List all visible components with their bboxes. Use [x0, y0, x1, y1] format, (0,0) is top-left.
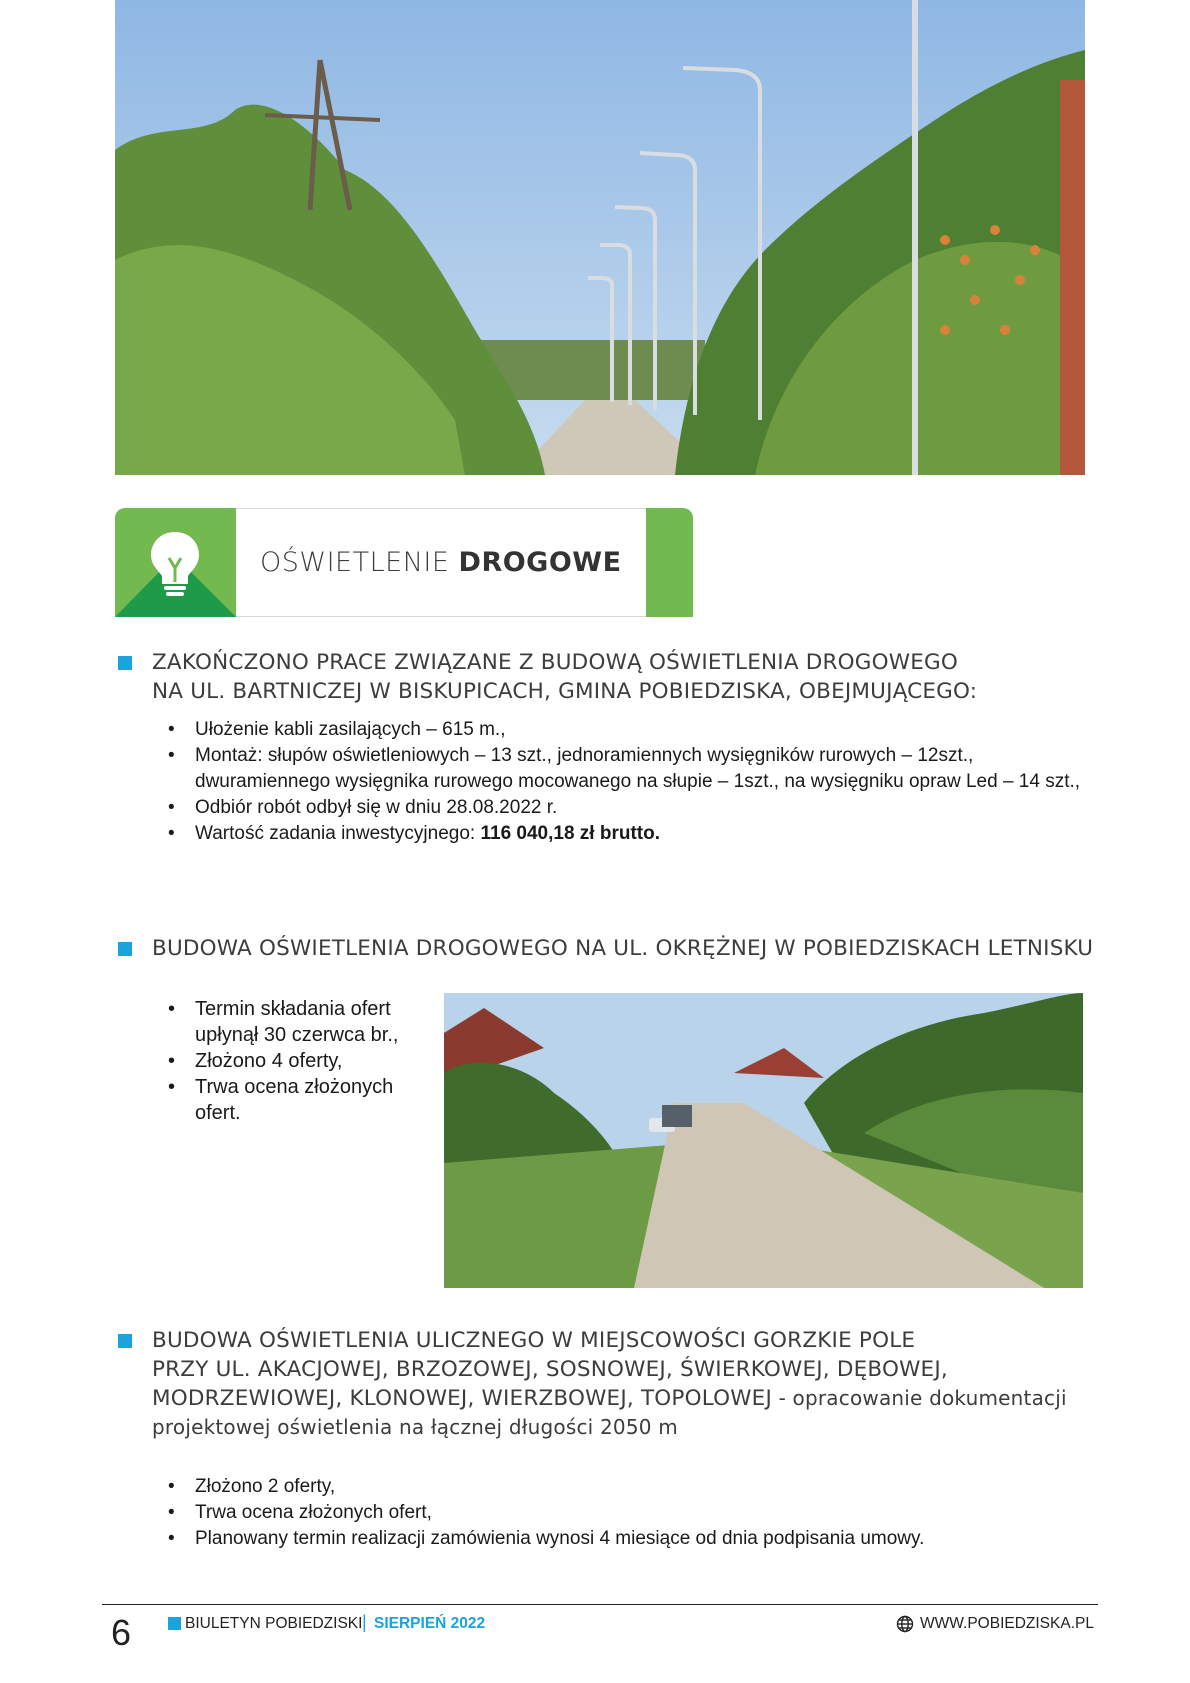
top-photo-street-lights [115, 0, 1085, 475]
header-right-cap [646, 508, 693, 617]
section3-list [168, 1474, 1083, 1552]
section2-bullet [118, 942, 132, 956]
section1-list [168, 717, 1083, 847]
list-item: • Trwa ocena złożonych ofert, [168, 1500, 1083, 1526]
section2-heading: BUDOWA OŚWIETLENIA DROGOWEGO NA UL. OKRĘŻNEJ W POBIEDZISKACH LETNISKU [152, 936, 1094, 961]
list-item-value: • Wartość zadania inwestycyjnego: 116 040,18 zł brutto. [168, 821, 1083, 847]
footer-issue: SIERPIEŃ 2022 [374, 1615, 486, 1632]
list-item: • Montaż: słupów oświetleniowych – 13 szt., jednoramiennych wysięgników rurowych – 12szt., dwuramiennego wysięgnika rurowego mocowanego na słupie – 1szt., na wysięgniku opraw Led – 14 szt., [168, 743, 1083, 795]
globe-icon [896, 1615, 914, 1633]
footer-accent-square [168, 1617, 181, 1630]
list-item: • Trwa ocena złożonych ofert. [168, 1074, 418, 1126]
section1-bullet [118, 656, 132, 670]
page-number: 6 [111, 1612, 132, 1653]
footer-separator: | [362, 1612, 367, 1632]
header-icon-box [115, 508, 236, 617]
section2-list [168, 996, 418, 1126]
section-header [115, 508, 693, 617]
footer-divider [102, 1604, 1098, 1605]
list-item: • Planowany termin realizacji zamówienia wynosi 4 miesiące od dnia podpisania umowy. [168, 1526, 1083, 1552]
list-item: • Ułożenie kabli zasilających – 615 m., [168, 717, 1083, 743]
section3-bullet [118, 1334, 132, 1348]
header-title-box [236, 508, 647, 617]
website-link[interactable]: WWW.POBIEDZISKA.PL [920, 1615, 1094, 1632]
road-photo [444, 993, 1083, 1288]
footer-publication: BIULETYN POBIEDZISKI [185, 1615, 363, 1632]
list-item: • Odbiór robót odbył się w dniu 28.08.2022 r. [168, 795, 1083, 821]
section3-heading: BUDOWA OŚWIETLENIA ULICZNEGO W MIEJSCOWOŚCI GORZKIE POLE PRZY UL. AKACJOWEJ, BRZOZOWEJ, SOSNOWEJ, ŚWIERKOWEJ, DĘBOWEJ, MODRZEWIOWEJ, KLONOWEJ, WIERZBOWEJ, TOPOLOWEJ - opracowanie dokumentacji projektowej oświetlenia na łącznej długości 2050 m [152, 1328, 1067, 1439]
section1-heading: ZAKOŃCZONO PRACE ZWIĄZANE Z BUDOWĄ OŚWIETLENIA DROGOWEGO NA UL. BARTNICZEJ W BISKUPICACH, GMINA POBIEDZISKA, OBEJMUJĄCEGO: [152, 650, 978, 704]
list-item: • Złożono 4 oferty, [168, 1048, 418, 1074]
list-item: • Termin składania ofert upłynął 30 czerwca br., [168, 996, 418, 1048]
page-title: OŚWIETLENIE DROGOWE [260, 547, 622, 578]
list-item: • Złożono 2 oferty, [168, 1474, 1083, 1500]
